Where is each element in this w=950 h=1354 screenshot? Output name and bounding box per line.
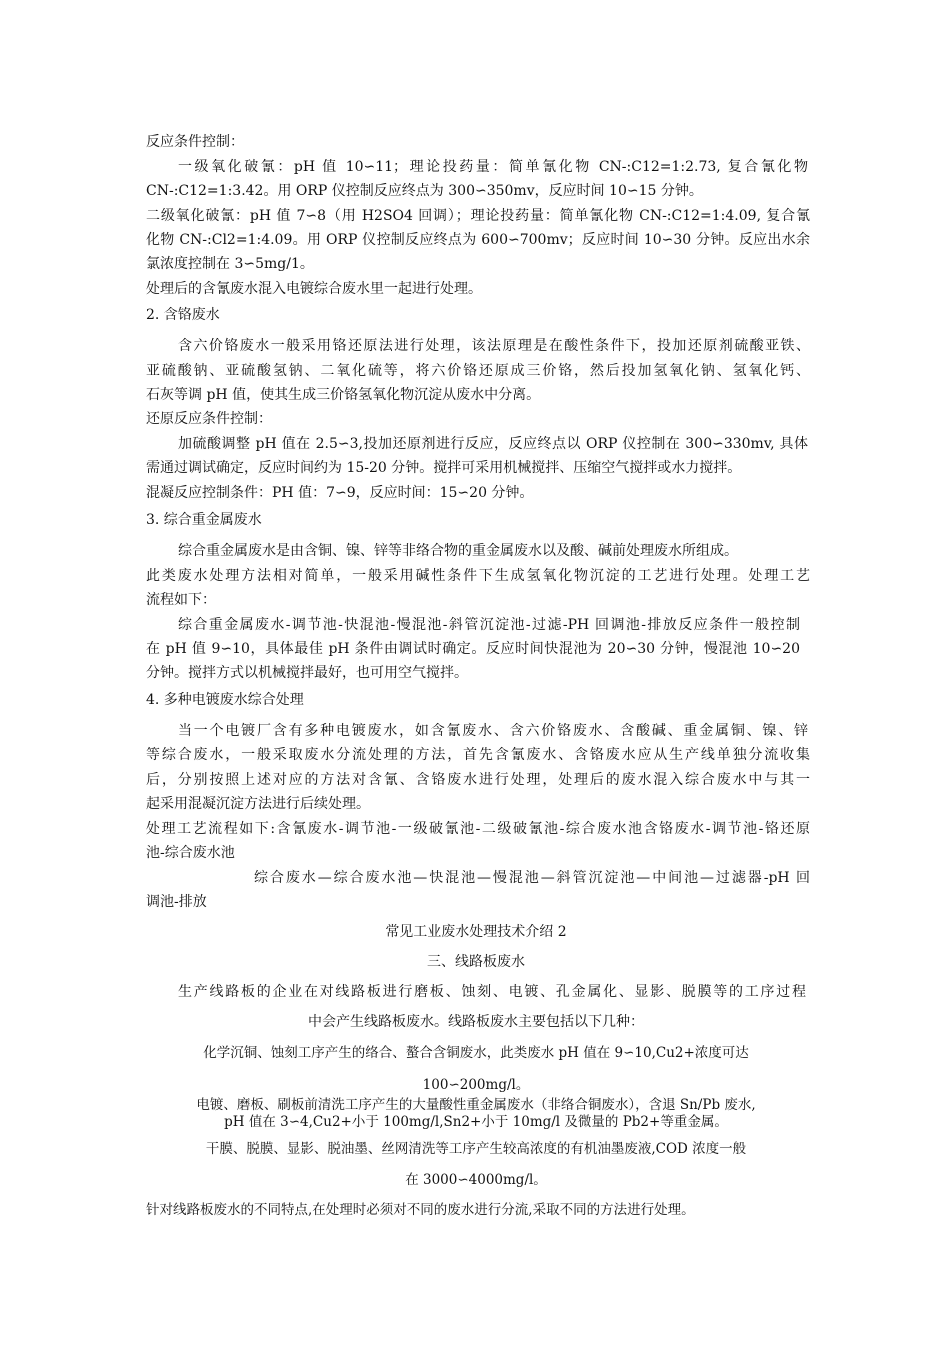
text-line: 混凝反应控制条件：PH 值：7∽9，反应时间：15∽20 分钟。 — [146, 485, 534, 501]
text-line: pH 值在 3∽4,Cu2+小于 100mg/l,Sn2+小于 10mg/l 及微量的 Pb2+等重金属。 — [224, 1114, 728, 1130]
text-line: 100∽200mg/l。 — [422, 1077, 530, 1093]
text-line: 处理工艺流程如下:含氰废水-调节池-一级破氰池-二级破氰池-综合废水池含铬废水-调节池-铬还原 — [146, 821, 810, 837]
text-line: 流程如下： — [146, 592, 216, 608]
text-line: 含六价铬废水一般采用铬还原法进行处理，该法原理是在酸性条件下，投加还原剂硫酸亚铁、 — [178, 338, 810, 354]
text-line: 分钟。搅拌方式以机械搅拌最好，也可用空气搅拌。 — [146, 665, 468, 681]
text-line: 后，分别按照上述对应的方法对含氰、含铬废水进行处理，处理后的废水混入综合废水中与其一 — [146, 772, 810, 788]
section-heading: 3. 综合重金属废水 — [146, 512, 262, 528]
text-line: 加硫酸调整 pH 值在 2.5∽3,投加还原剂进行反应，反应终点以 ORP 仪控制在 300∽330mv, 具体 — [178, 436, 808, 452]
text-line: 氯浓度控制在 3∽5mg/1。 — [146, 256, 314, 272]
text-line: 化物 CN-:Cl2=1:4.09。用 ORP 仪控制反应终点为 600∽700mv；反应时间 10∽30 分钟。反应出水余 — [146, 232, 810, 248]
text-line: 针对线路板废水的不同特点,在处理时必须对不同的废水进行分流,采取不同的方法进行处理。 — [146, 1202, 695, 1218]
text-line: 亚硫酸钠、亚硫酸氢钠、二氧化硫等，将六价铬还原成三价铬，然后投加氢氧化钠、氢氧化钙、 — [146, 363, 810, 379]
text-line: 综合废水—综合废水池—快混池—慢混池—斜管沉淀池—中间池—过滤器-pH 回 — [254, 870, 810, 886]
text-line: 综合重金属废水是由含铜、镍、锌等非络合物的重金属废水以及酸、碱前处理废水所组成。 — [178, 543, 738, 559]
section-heading: 2. 含铬废水 — [146, 307, 220, 323]
text-line: 当一个电镀厂含有多种电镀废水，如含氰废水、含六价铬废水、含酸碱、重金属铜、镍、锌 — [178, 723, 808, 739]
text-line: CN-:C12=1:3.42。用 ORP 仪控制反应终点为 300∽350mv，反应时间 10∽15 分钟。 — [146, 183, 703, 199]
text-line: 还原反应条件控制： — [146, 411, 272, 427]
text-line: 调池-排放 — [146, 894, 207, 910]
text-line: 池-综合废水池 — [146, 845, 235, 861]
text-line: 生产线路板的企业在对线路板进行磨板、蚀刻、电镀、孔金属化、显影、脱膜等的工序过程 — [178, 984, 806, 1000]
text-line: 综合重金属废水-调节池-快混池-慢混池-斜管沉淀池-过滤-PH 回调池-排放反应条件一般控制 — [178, 617, 800, 633]
section-heading: 4. 多种电镀废水综合处理 — [146, 692, 304, 708]
text-line: 化学沉铜、蚀刻工序产生的络合、螯合含铜废水，此类废水 pH 值在 9∽10,Cu2+浓度可达 — [203, 1045, 749, 1061]
text-line: 需通过调试确定，反应时间约为 15-20 分钟。搅拌可采用机械搅拌、压缩空气搅拌或水力搅拌。 — [146, 460, 742, 476]
text-line: 起采用混凝沉淀方法进行后续处理。 — [146, 796, 370, 812]
text-line: 在 pH 值 9∽10，具体最佳 pH 条件由调试时确定。反应时间快混池为 20∽30 分钟，慢混池 10∽20 — [146, 641, 800, 657]
text-line: 反应条件控制： — [146, 134, 244, 150]
text-line: 中会产生线路板废水。线路板废水主要包括以下几种： — [308, 1014, 644, 1030]
text-line: 此类废水处理方法相对简单，一般采用碱性条件下生成氢氧化物沉淀的工艺进行处理。处理工艺 — [146, 568, 810, 584]
text-line: 处理后的含氰废水混入电镀综合废水里一起进行处理。 — [146, 281, 482, 297]
text-line: 二级氧化破氰：pH 值 7∽8（用 H2SO4 回调）；理论投药量：简单氰化物 CN-:C12=1:4.09, 复合氰 — [146, 208, 810, 224]
text-line: 电镀、磨板、刷板前清洗工序产生的大量酸性重金属废水（非络合铜废水），含退 Sn/Pb 废水, — [196, 1097, 756, 1113]
text-line: 在 3000∽4000mg/l。 — [405, 1172, 547, 1188]
text-line: 干膜、脱膜、显影、脱油墨、丝网清洗等工序产生较高浓度的有机油墨废液,COD 浓度一般 — [205, 1141, 747, 1157]
text-line: 等综合废水，一般采取废水分流处理的方法，首先含氰废水、含铬废水应从生产线单独分流收集 — [146, 747, 810, 763]
text-line: 一级氧化破氰：pH 值 10∽11；理论投药量：简单氰化物 CN-:C12=1:2.73, 复合氰化物 — [178, 159, 808, 175]
section-heading: 三、线路板废水 — [427, 954, 525, 970]
text-line: 石灰等调 pH 值，使其生成三价铬氢氧化物沉淀从废水中分离。 — [146, 387, 541, 403]
article-title: 常见工业废水处理技术介绍 2 — [385, 924, 567, 940]
